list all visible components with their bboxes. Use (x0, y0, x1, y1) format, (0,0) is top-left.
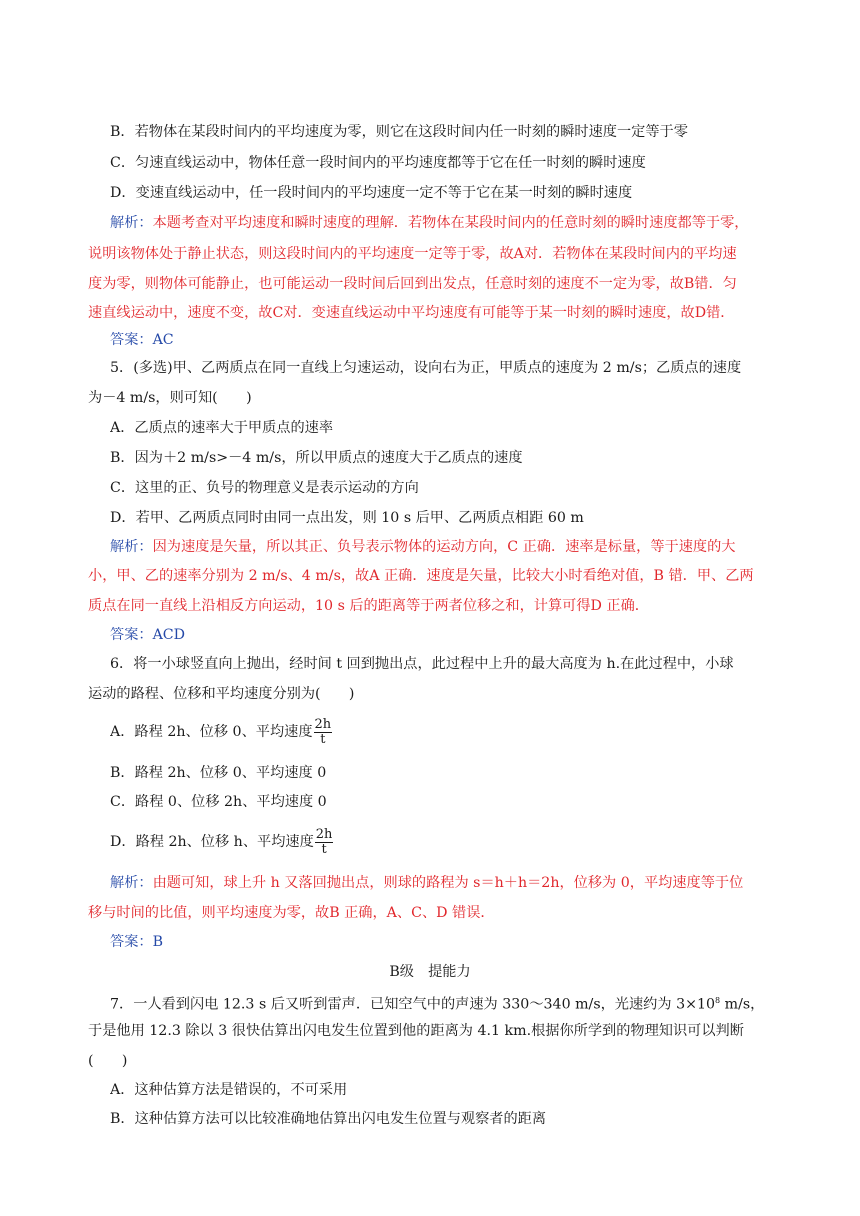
q7-option-b: B．这种估算方法可以比较准确地估算出闪电发生位置与观察者的距离 (110, 1111, 547, 1127)
q7-stem-line1-unit: m/s， (720, 996, 765, 1013)
q6-option-b: B．路程 2h、位移 0、平均速度 0 (110, 765, 327, 781)
q7-stem-line3: ( ) (88, 1053, 128, 1069)
q6-analysis-label: 解析： (110, 875, 153, 891)
exponent: 8 (715, 996, 721, 1005)
q5-option-b: B．因为＋2 m/s>－4 m/s，所以甲质点的速度大于乙质点的速度 (110, 450, 523, 466)
q6-option-a-text: A．路程 2h、位移 0、平均速度 (110, 724, 313, 740)
q5-option-a: A．乙质点的速率大于甲质点的速率 (110, 420, 334, 436)
q5-analysis-line3: 质点在同一直线上沿相反方向运动，10 s 后的距离等于两者位移之和，计算可得D 正确． (88, 598, 649, 614)
q4-answer: 答案：AC (110, 332, 174, 348)
q5-answer: 答案：ACD (110, 627, 186, 643)
q5-option-d: D．若甲、乙两质点同时由同一点出发，则 10 s 后甲、乙两质点相距 60 m (110, 510, 584, 526)
q7-stem-line1 (110, 991, 810, 1015)
q4-analysis-text1: 本题考查对平均速度和瞬时速度的理解．若物体在某段时间内的任意时刻的瞬时速度都等于零， (152, 215, 749, 231)
q5-analysis-label: 解析： (110, 539, 153, 555)
q6-analysis-line2: 移与时间的比值，则平均速度为零，故B 正确，A、C、D 错误． (88, 905, 495, 921)
q4-analysis-line3: 度为零，则物体可能静止，也可能运动一段时间后回到出发点，任意时刻的速度不一定为零，故B错．匀 (88, 276, 737, 292)
q6-answer: 答案：B (110, 934, 163, 950)
q6-stem-line2: 运动的路程、位移和平均速度分别为( ) (88, 686, 355, 702)
q6-option-a (110, 714, 810, 750)
q5-analysis-text1: 因为速度是矢量，所以其正、负号表示物体的运动方向，C 正确．速率是标量，等于速度的大 (152, 539, 736, 555)
q6-analysis-text1: 由题可知，球上升 h 又落回抛出点，则球的路程为 s＝h＋h＝2h，位移为 0，平均速度等于位 (152, 875, 744, 891)
q5-option-c: C．这里的正、负号的物理意义是表示运动的方向 (110, 480, 419, 496)
q6-option-d (110, 824, 810, 860)
q4-analysis-line1 (110, 213, 810, 233)
q4-option-d: D．变速直线运动中，任一段时间内的平均速度一定不等于它在某一时刻的瞬时速度 (110, 185, 633, 201)
q4-option-c: C．匀速直线运动中，物体任意一段时间内的平均速度都等于它在任一时刻的瞬时速度 (110, 155, 646, 171)
fraction-numerator: 2h (314, 716, 332, 732)
q4-analysis-line2: 说明该物体处于静止状态，则这段时间内的平均速度一定等于零，故A对．若物体在某段时间内的平均速 (88, 246, 737, 262)
fraction-2h-over-t (315, 828, 334, 857)
fraction-denominator: t (320, 731, 326, 747)
q6-option-d-text: D．路程 2h、位移 h、平均速度 (110, 834, 314, 850)
q6-option-c: C．路程 0、位移 2h、平均速度 0 (110, 794, 327, 810)
fraction-2h-over-t (314, 718, 333, 747)
q4-analysis-label: 解析： (110, 215, 153, 231)
section-heading: B级 提能力 (389, 964, 471, 980)
q5-stem-line1: 5．(多选)甲、乙两质点在同一直线上匀速运动，设向右为正，甲质点的速度为 2 m/s；乙质点的速度 (110, 360, 742, 376)
q7-stem-line1-text: 7．一人看到闪电 12.3 s 后又听到雷声．已知空气中的声速为 330～340 m/s，光速约为 3×10 (110, 996, 716, 1013)
fraction-denominator: t (321, 841, 327, 857)
q5-analysis-line1 (110, 537, 810, 557)
q6-stem-line1: 6．将一小球竖直向上抛出，经时间 t 回到抛出点，此过程中上升的最大高度为 h.在此过程中，小球 (110, 656, 734, 672)
q5-analysis-line2: 小，甲、乙的速率分别为 2 m/s、4 m/s，故A 正确．速度是矢量，比较大小时看绝对值，B 错．甲、乙两 (88, 568, 754, 584)
q4-option-b: B．若物体在某段时间内的平均速度为零，则它在这段时间内任一时刻的瞬时速度一定等于零 (110, 124, 688, 140)
q5-stem-line2: 为－4 m/s，则可知( ) (88, 390, 252, 406)
q7-stem-line2: 于是他用 12.3 除以 3 很快估算出闪电发生位置到他的距离为 4.1 km.根据你所学到的物理知识可以判断 (88, 1023, 744, 1039)
q7-option-a: A．这种估算方法是错误的，不可采用 (110, 1082, 348, 1098)
q4-analysis-line4: 速直线运动中，速度不变，故C对．变速直线运动中平均速度有可能等于某一时刻的瞬时速度，故D错． (88, 305, 735, 321)
fraction-numerator: 2h (315, 826, 333, 842)
q6-analysis-line1 (110, 873, 810, 893)
